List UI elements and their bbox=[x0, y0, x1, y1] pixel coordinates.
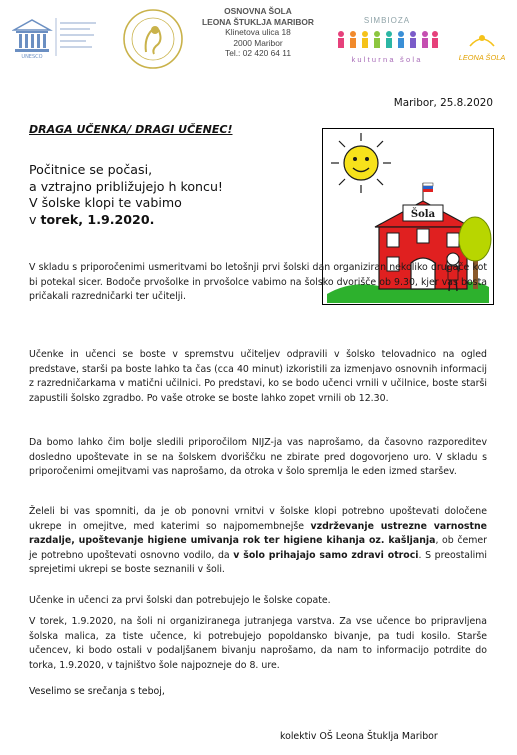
leona-sola-label: LEONA ŠOLA bbox=[458, 53, 506, 62]
letter-greeting: DRAGA UČENKA/ DRAGI UČENEC! bbox=[29, 123, 233, 136]
kulturna-sola-label: kulturna šola bbox=[351, 55, 423, 64]
intro-line-2: a vztrajno približujejo h koncu! bbox=[29, 178, 223, 194]
school-logo bbox=[122, 8, 184, 70]
intro-line-4-prefix: v bbox=[29, 211, 41, 227]
address-city: 2000 Maribor bbox=[233, 37, 283, 48]
sun-icon bbox=[331, 133, 391, 193]
school-name-line2: LEONA ŠTUKLJA MARIBOR bbox=[202, 16, 314, 27]
unesco-logo bbox=[12, 14, 102, 60]
letterhead bbox=[0, 0, 517, 80]
school-sign-text: Šola bbox=[410, 209, 436, 220]
unesco-logo-text: UNESCO bbox=[21, 54, 43, 60]
paragraph-4 bbox=[29, 505, 487, 578]
intro-line-1: Počitnice se počasi, bbox=[29, 162, 153, 177]
paragraph-3: Da bomo lahko čim bolje sledili priporočilom NIJZ-ja vas naprošamo, da časovno razporeditev dosledno upoštevate in se na šolskem dvoriščku ne zbirate pred dogovorjeno uro. V skladu s priporočenimi omejitvami vas naprošamo, da otroka v šolo spremlja le eden izmed staršev. bbox=[29, 437, 487, 478]
intro-line-4 bbox=[29, 212, 289, 229]
people-figures-icon bbox=[338, 31, 438, 48]
paragraph-4-c: , ob čemer je potrebno upoštevati osnovno vodilo, da bbox=[29, 535, 487, 561]
intro-block bbox=[29, 162, 289, 228]
intro-line-4-date: torek, 1.9.2020. bbox=[40, 211, 155, 227]
sun-icon bbox=[470, 35, 494, 46]
school-name-line1: OSNOVNA ŠOLA bbox=[224, 6, 292, 16]
paragraph-6: V torek, 1.9.2020, na šoli ni organiziranega jutranjega varstva. Za vse učence bo pripravljena šolska malica, za tiste učence, ki potrebujejo popoldansko bivanje, pa tudi kosilo. Starše učencev, ki bodo ostali v podaljšanem bivanju naprošamo, da nam to informacijo potrdite do torka, 1.9.2020, v tajništvo šole najpozneje do 8. ure. bbox=[29, 616, 487, 671]
paragraph-4-d: v šolo prihajajo samo zdravi otroci bbox=[233, 549, 419, 561]
closing-line: Veselimo se srečanja s teboj, bbox=[29, 686, 165, 697]
signature: kolektiv OŠ Leona Štuklja Maribor bbox=[280, 731, 438, 742]
paragraph-2: Učenke in učenci se boste v spremstvu učiteljev odpravili v šolsko telovadnico na ogled predstave, starši pa boste lahko ta čas (cca 40 minut) izkoristili za izmenjavo osnovnih informacij z razredničarkama v matični učilnici. Po predstavi, ko se bodo učenci vrnili v učilnice, boste starši zapustili šolsko zgradbo. Po vaše otroke se boste lahko zopet vrnili ob 12.30. bbox=[29, 349, 487, 404]
paragraph-4-b: vzdrževanje ustrezne varnostne razdalje, upoštevanje higiene umivanja rok ter higiene kihanja oz. kašljanja bbox=[29, 520, 488, 547]
leona-sola-logo bbox=[452, 34, 512, 64]
letter-date: Maribor, 25.8.2020 bbox=[393, 97, 493, 109]
paragraph-1: V skladu s priporočenimi usmeritvami bo letošnji prvi šolski dan organiziran nekoliko drugače kot bi potekal sicer. Bodoče prvošolke in prvošolce vabimo na šolsko dvorišče ob 9.30, kjer vas bosta pričakali razredničarki ter učitelji. bbox=[29, 262, 487, 303]
phone: Tel.: 02 420 64 11 bbox=[225, 48, 291, 59]
school-address-block bbox=[188, 6, 328, 59]
paragraph-4-a: Želeli bi vas spomniti, da je ob ponovni vrnitvi v šolske klopi potrebno upoštevati določene ukrepe in omejitve, med katerimi so najpomembnejše bbox=[29, 506, 487, 532]
flag-icon bbox=[423, 183, 433, 203]
intro-line-3: V šolske klopi te vabimo bbox=[29, 195, 182, 211]
paragraph-4-e: . S preostalimi sprejetimi ukrepi se boste seznanili v šoli. bbox=[29, 549, 487, 576]
address-street: Klinetova ulica 18 bbox=[225, 27, 291, 38]
simbioza-logo bbox=[333, 12, 441, 68]
simbioza-label: SIMBIOZA bbox=[363, 16, 411, 25]
paragraph-5: Učenke in učenci za prvi šolski dan potrebujejo le šolske copate. bbox=[29, 595, 331, 606]
